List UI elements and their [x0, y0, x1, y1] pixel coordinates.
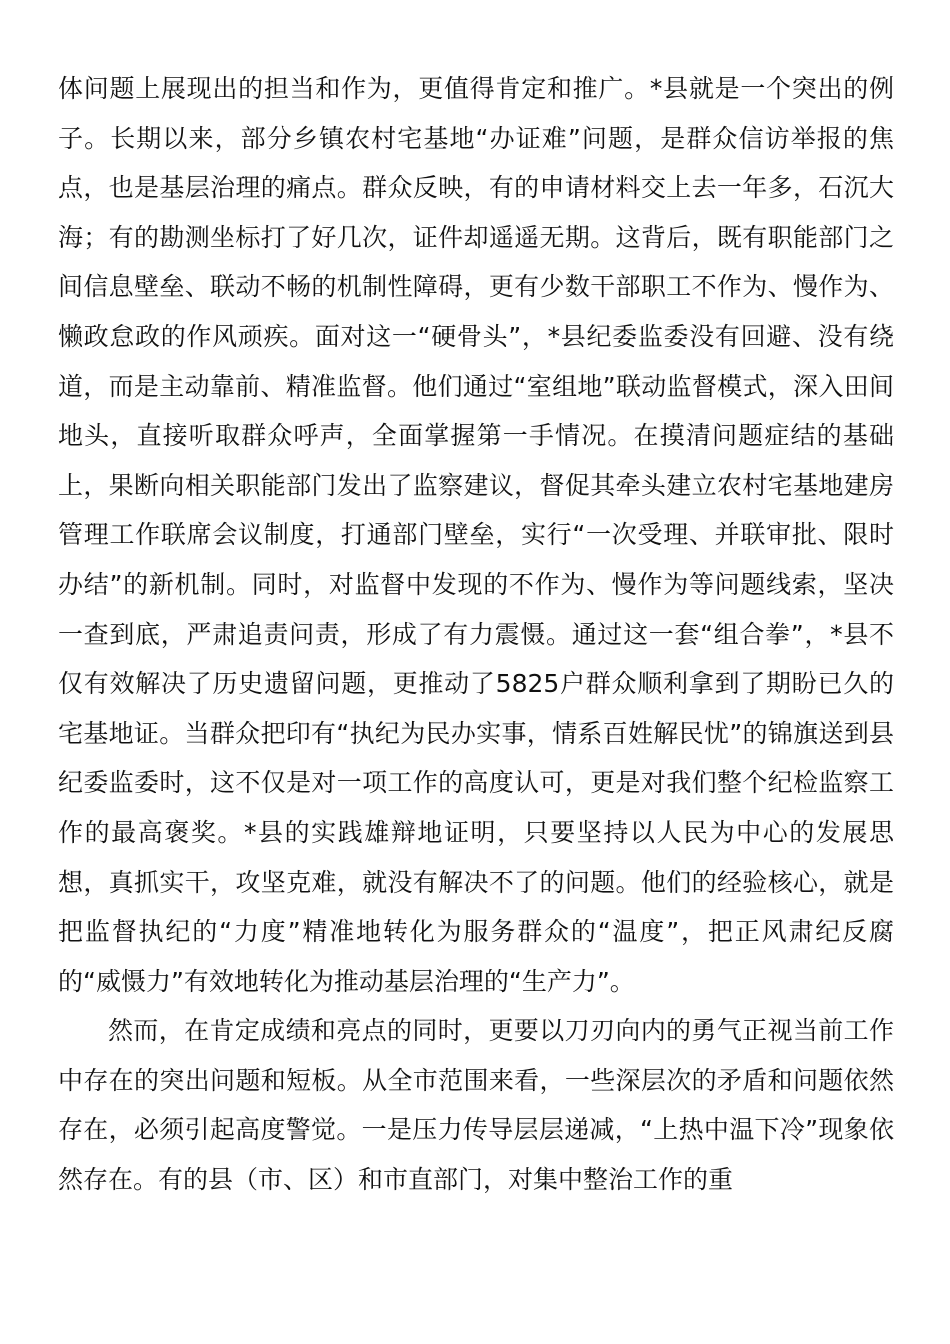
body-text	[58, 64, 894, 1205]
paragraph-however: 然而，在肯定成绩和亮点的同时，更要以刀刃向内的勇气正视当前工作中存在的突出问题和短板。从全市范围来看，一些深层次的矛盾和问题依然存在，必须引起高度警觉。一是压力传导层层递减，“上热中温下冷”现象依然存在。有的县（市、区）和市直部门，对集中整治工作的重	[58, 1016, 894, 1195]
paragraph-continued: 体问题上展现出的担当和作为，更值得肯定和推广。*县就是一个突出的例子。长期以来，部分乡镇农村宅基地“办证难”问题，是群众信访举报的焦点，也是基层治理的痛点。群众反映，有的申请材料交上去一年多，石沉大海；有的勘测坐标打了好几次，证件却遥遥无期。这背后，既有职能部门之间信息壁垒、联动不畅的机制性障碍，更有少数干部职工不作为、慢作为、懒政怠政的作风顽疾。面对这一“硬骨头”，*县纪委监委没有回避、没有绕道，而是主动靠前、精准监督。他们通过“室组地”联动监督模式，深入田间地头，直接听取群众呼声，全面掌握第一手情况。在摸清问题症结的基础上，果断向相关职能部门发出了监察建议，督促其牵头建立农村宅基地建房管理工作联席会议制度，打通部门壁垒，实行“一次受理、并联审批、限时办结”的新机制。同时，对监督中发现的不作为、慢作为等问题线索，坚决一查到底，严肃追责问责，形成了有力震慑。通过这一套“组合拳”，*县不仅有效解决了历史遗留问题，更推动了5825户群众顺利拿到了期盼已久的宅基地证。当群众把印有“执纪为民办实事，情系百姓解民忧”的锦旗送到县纪委监委时，这不仅是对一项工作的高度认可，更是对我们整个纪检监察工作的最高褒奖。*县的实践雄辩地证明，只要坚持以人民为中心的发展思想，真抓实干，攻坚克难，就没有解决不了的问题。他们的经验核心，就是把监督执纪的“力度”精准地转化为服务群众的“温度”，把正风肃纪反腐的“威慑力”有效地转化为推动基层治理的“生产力”。	[58, 74, 894, 996]
